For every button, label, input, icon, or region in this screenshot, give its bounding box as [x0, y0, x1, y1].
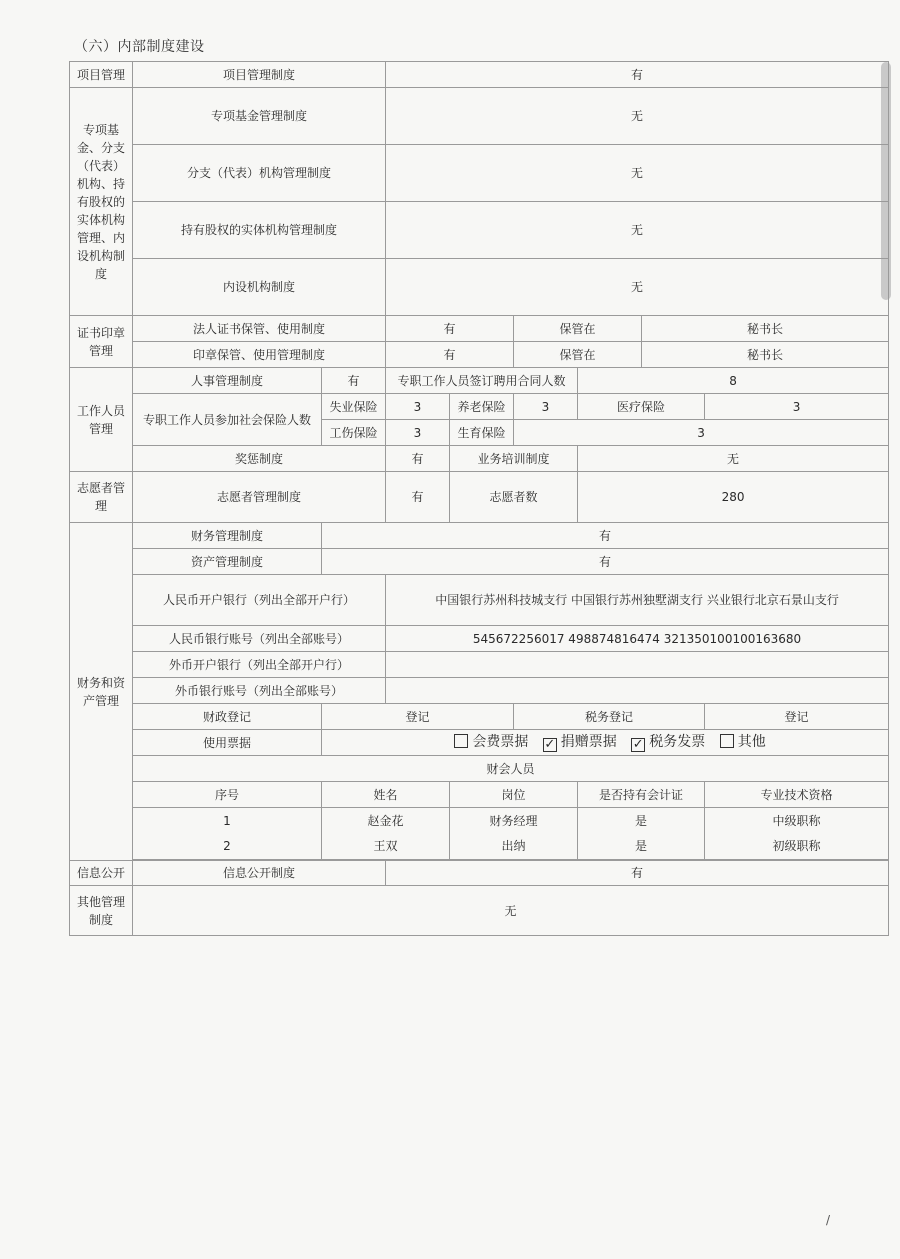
staff-header: 专业技术资格 — [705, 782, 889, 808]
asset-value: 有 — [322, 549, 889, 575]
fx-bank-label: 外币开户银行（列出全部开户行） — [133, 652, 386, 678]
row-item-label: 内设机构制度 — [133, 259, 386, 316]
row-category: 其他管理制度 — [70, 886, 133, 936]
table-row — [70, 730, 889, 756]
reward-value: 有 — [386, 446, 450, 472]
keep-label: 保管在 — [514, 342, 642, 368]
staff-cell: 赵金花 — [322, 808, 450, 834]
maternity-value: 3 — [514, 420, 889, 446]
keeper-value: 秘书长 — [642, 342, 889, 368]
staff-cell: 中级职称 — [705, 808, 889, 834]
rmb-account-label: 人民币银行账号（列出全部账号） — [133, 626, 386, 652]
page-mark: / — [826, 1213, 831, 1227]
unemployment-value: 3 — [386, 394, 450, 420]
table-row — [70, 808, 889, 834]
row-value: 无 — [386, 88, 889, 145]
staff-cell: 2 — [133, 834, 322, 860]
fx-account-label: 外币银行账号（列出全部账号） — [133, 678, 386, 704]
table-row — [70, 342, 889, 368]
table-row — [70, 316, 889, 342]
table-row — [70, 756, 889, 782]
pension-label: 养老保险 — [450, 394, 514, 420]
row-item-label: 持有股权的实体机构管理制度 — [133, 202, 386, 259]
staff-header: 是否持有会计证 — [578, 782, 705, 808]
invoice-checkbox-other[interactable] — [720, 734, 734, 748]
tax-value: 登记 — [705, 704, 889, 730]
row-item-label: 项目管理制度 — [133, 62, 386, 88]
row-category: 信息公开 — [70, 861, 133, 886]
rmb-bank-value: 中国银行苏州科技城支行 中国银行苏州独墅湖支行 兴业银行北京石景山支行 — [386, 575, 889, 626]
medical-label: 医疗保险 — [578, 394, 705, 420]
table-row — [70, 62, 889, 88]
table-row — [70, 145, 889, 202]
rmb-account-value: 545672256017 498874816474 321350100100163680 — [386, 626, 889, 652]
hr-label: 人事管理制度 — [133, 368, 322, 394]
row-category: 专项基金、分支（代表）机构、持有股权的实体机构管理、内设机构制度 — [70, 88, 133, 316]
table-row — [70, 368, 889, 394]
row-item-label: 法人证书保管、使用制度 — [133, 316, 386, 342]
table-row — [70, 472, 889, 523]
volunteer-count-value: 280 — [578, 472, 889, 523]
row-value: 有 — [386, 316, 514, 342]
internal-system-table — [69, 61, 889, 936]
training-label: 业务培训制度 — [450, 446, 578, 472]
invoice-option-label: 其他 — [737, 734, 766, 750]
fiscal-label: 财政登记 — [133, 704, 322, 730]
injury-label: 工伤保险 — [322, 420, 386, 446]
medical-value: 3 — [705, 394, 889, 420]
staff-title: 财会人员 — [133, 756, 889, 782]
table-row — [70, 652, 889, 678]
injury-value: 3 — [386, 420, 450, 446]
row-value: 无 — [386, 145, 889, 202]
table-row — [70, 782, 889, 808]
tax-label: 税务登记 — [514, 704, 705, 730]
fx-account-value — [386, 678, 889, 704]
invoice-option-label: 税务发票 — [649, 734, 706, 750]
row-category: 工作人员管理 — [70, 368, 133, 472]
keep-label: 保管在 — [514, 316, 642, 342]
volunteer-system-label: 志愿者管理制度 — [133, 472, 386, 523]
staff-header: 岗位 — [450, 782, 578, 808]
row-value: 无 — [386, 202, 889, 259]
unemployment-label: 失业保险 — [322, 394, 386, 420]
invoice-checkbox-donation[interactable] — [543, 738, 557, 752]
finance-label: 财务管理制度 — [133, 523, 322, 549]
row-item-label: 分支（代表）机构管理制度 — [133, 145, 386, 202]
staff-cell: 1 — [133, 808, 322, 834]
row-value: 有 — [386, 342, 514, 368]
row-value: 有 — [386, 861, 889, 886]
keeper-value: 秘书长 — [642, 316, 889, 342]
row-value: 无 — [133, 886, 889, 936]
invoice-label: 使用票据 — [133, 730, 322, 756]
row-item-label: 印章保管、使用管理制度 — [133, 342, 386, 368]
table-row — [70, 626, 889, 652]
invoice-option-label: 会费票据 — [472, 734, 529, 750]
invoice-checkbox-membership[interactable] — [454, 734, 468, 748]
asset-label: 资产管理制度 — [133, 549, 322, 575]
table-row — [70, 834, 889, 860]
volunteer-system-value: 有 — [386, 472, 450, 523]
table-row — [70, 259, 889, 316]
row-value: 有 — [386, 62, 889, 88]
invoice-options — [322, 730, 889, 756]
staff-cell: 是 — [578, 808, 705, 834]
table-row — [70, 886, 889, 936]
row-category: 志愿者管理 — [70, 472, 133, 523]
table-row — [70, 523, 889, 549]
contract-label: 专职工作人员签订聘用合同人数 — [386, 368, 578, 394]
maternity-label: 生育保险 — [450, 420, 514, 446]
staff-cell: 财务经理 — [450, 808, 578, 834]
reward-label: 奖惩制度 — [133, 446, 386, 472]
pension-value: 3 — [514, 394, 578, 420]
checkbox-mark: ✓ — [632, 737, 644, 752]
checkbox-mark: ✓ — [544, 737, 556, 752]
staff-cell: 王双 — [322, 834, 450, 860]
staff-header: 姓名 — [322, 782, 450, 808]
table-row — [70, 88, 889, 145]
invoice-checkbox-tax[interactable] — [631, 738, 645, 752]
row-item-label: 专项基金管理制度 — [133, 88, 386, 145]
row-value: 无 — [386, 259, 889, 316]
invoice-option-label: 捐赠票据 — [560, 734, 617, 750]
table-row — [70, 549, 889, 575]
table-row — [70, 202, 889, 259]
training-value: 无 — [578, 446, 889, 472]
table-row — [70, 678, 889, 704]
fiscal-value: 登记 — [322, 704, 514, 730]
hr-value: 有 — [322, 368, 386, 394]
insurance-label: 专职工作人员参加社会保险人数 — [133, 394, 322, 446]
rmb-bank-label: 人民币开户银行（列出全部开户行） — [133, 575, 386, 626]
staff-header: 序号 — [133, 782, 322, 808]
section-heading: （六）内部制度建设 — [74, 39, 205, 55]
finance-value: 有 — [322, 523, 889, 549]
contract-value: 8 — [578, 368, 889, 394]
table-row — [70, 575, 889, 626]
row-category: 项目管理 — [70, 62, 133, 88]
staff-cell: 出纳 — [450, 834, 578, 860]
row-item-label: 信息公开制度 — [133, 861, 386, 886]
table-row — [70, 394, 889, 420]
row-category: 财务和资产管理 — [70, 523, 133, 861]
row-category: 证书印章管理 — [70, 316, 133, 368]
staff-cell: 初级职称 — [705, 834, 889, 860]
table-row — [70, 446, 889, 472]
table-row — [70, 861, 889, 886]
table-row — [70, 704, 889, 730]
fx-bank-value — [386, 652, 889, 678]
volunteer-count-label: 志愿者数 — [450, 472, 578, 523]
staff-cell: 是 — [578, 834, 705, 860]
